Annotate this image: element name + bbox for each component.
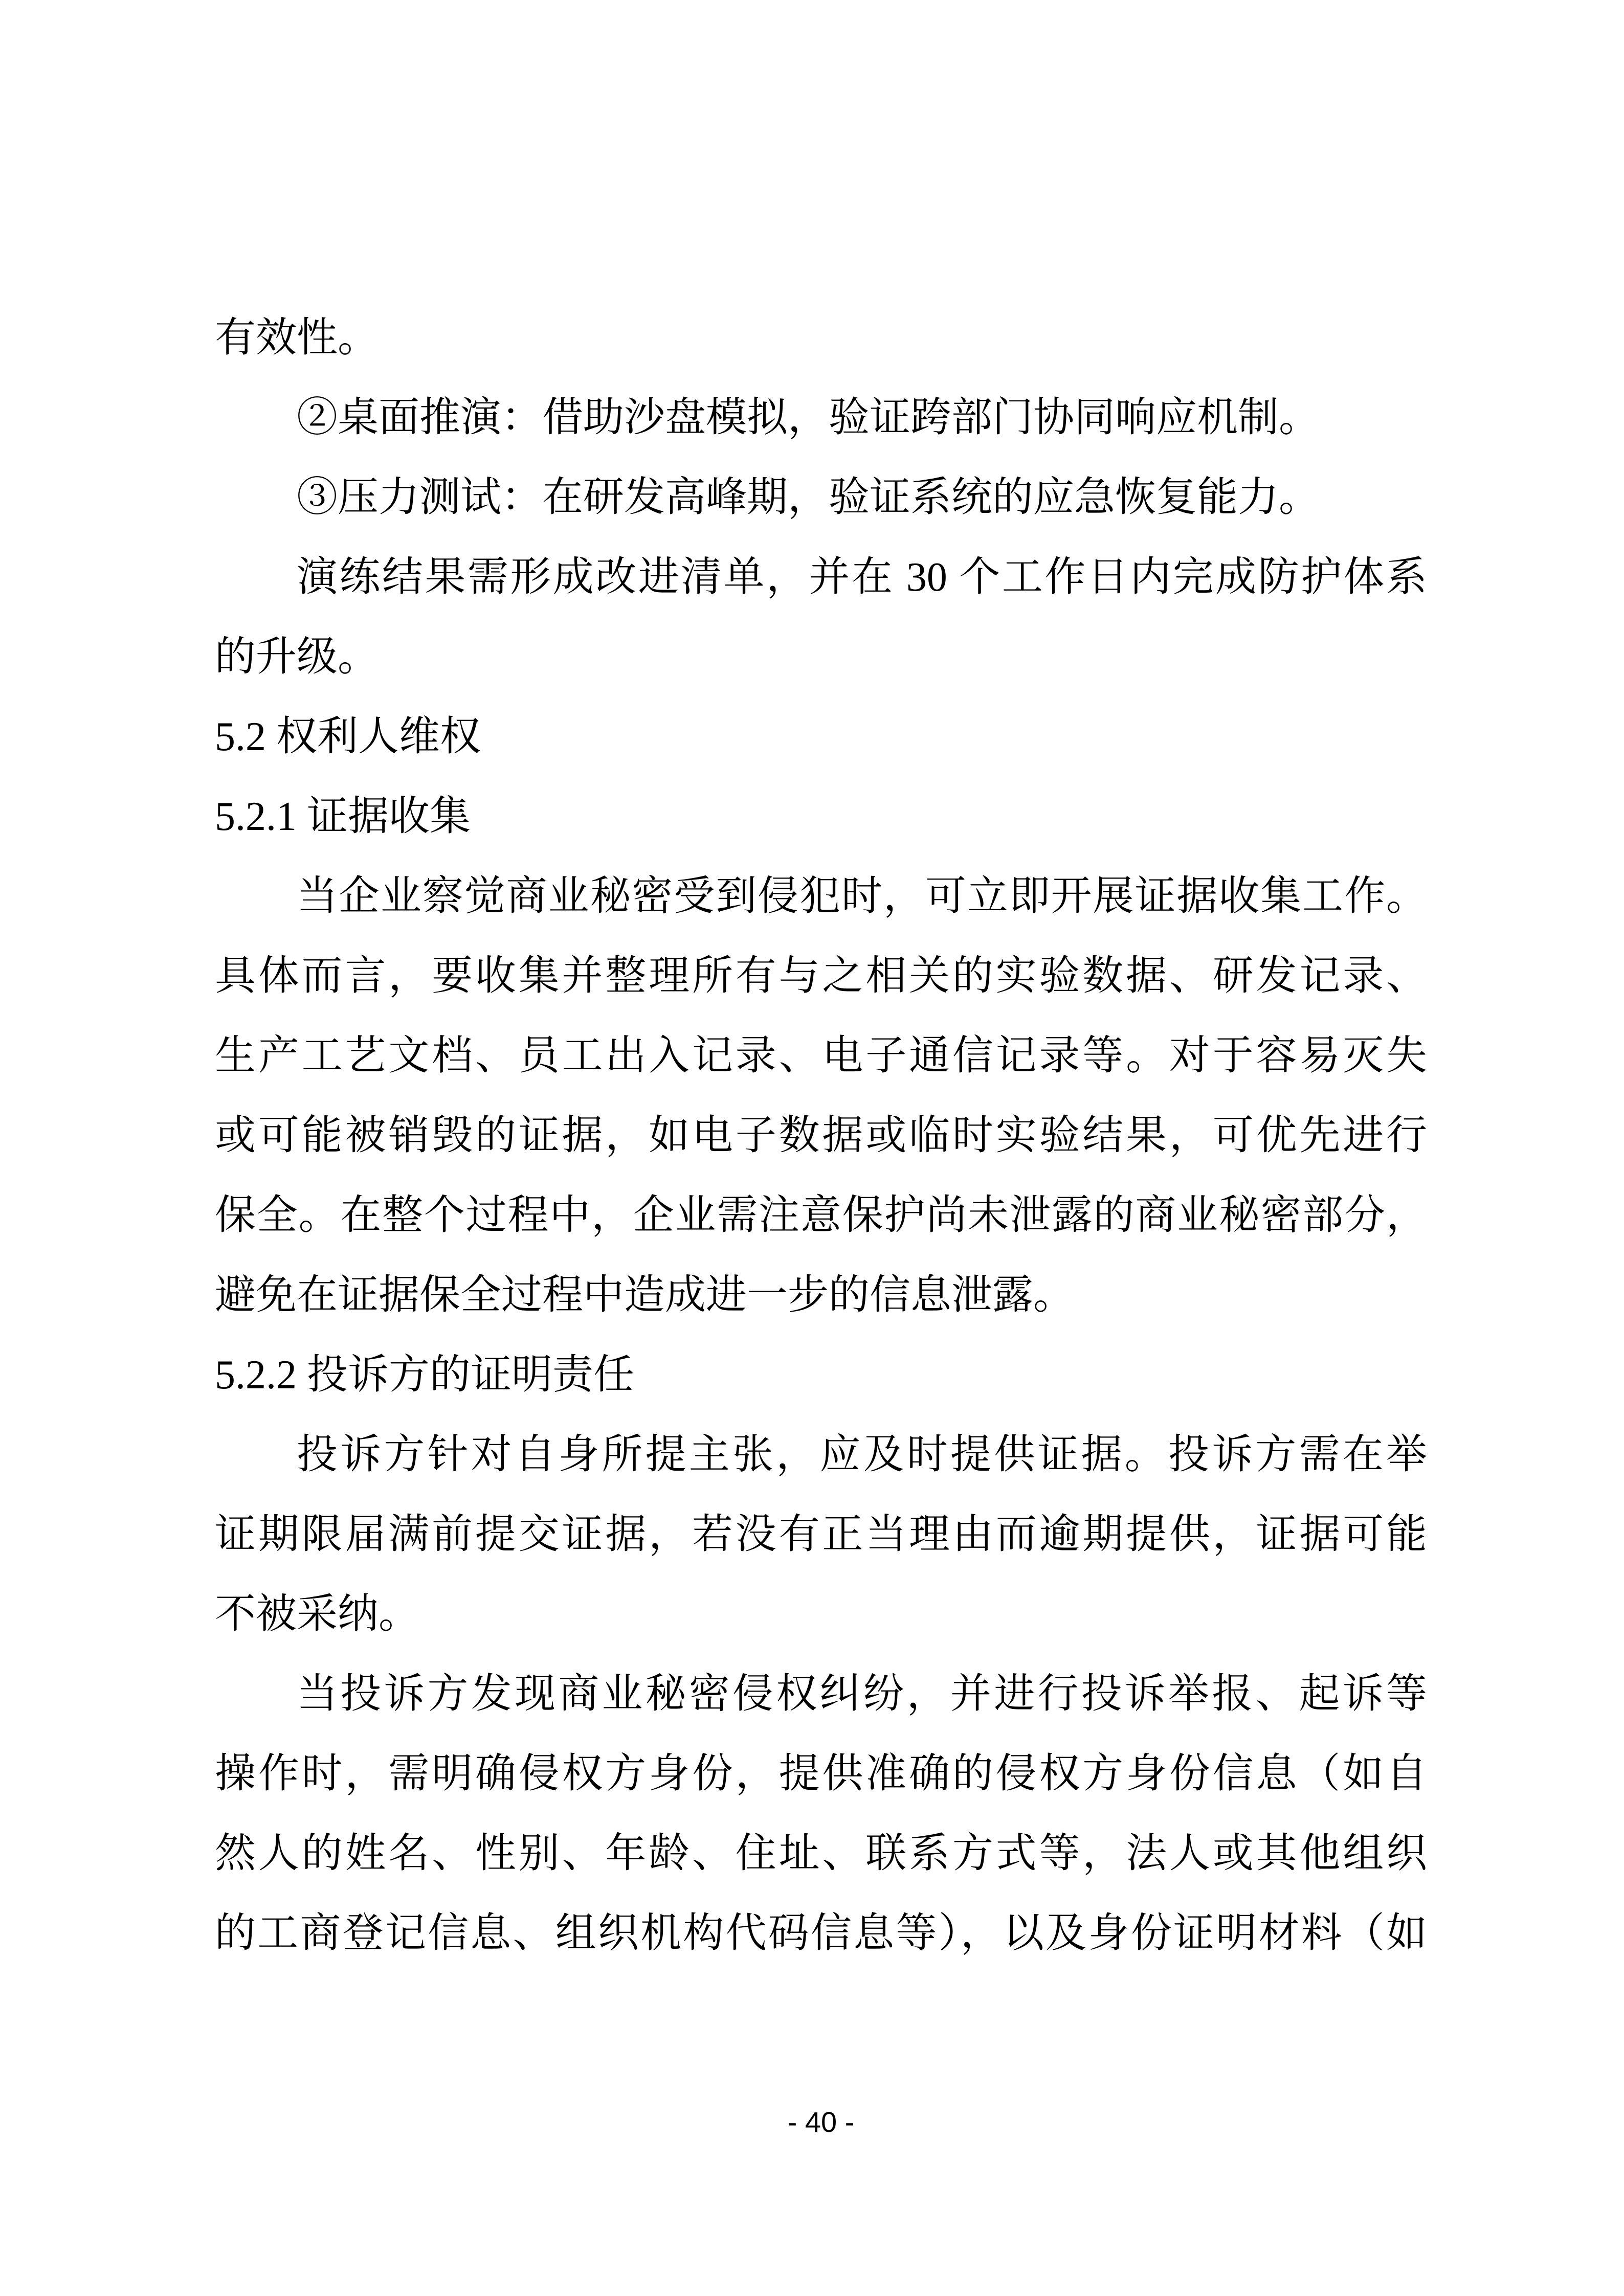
document-body xyxy=(215,298,1427,1973)
text-line: ②桌面推演：借助沙盘模拟，验证跨部门协同响应机制。 xyxy=(297,395,1320,440)
text-line: 保全。在整个过程中，企业需注意保护尚未泄露的商业秘密部分， xyxy=(215,1193,1427,1238)
text-line: ③压力测试：在研发高峰期，验证系统的应急恢复能力。 xyxy=(297,475,1320,520)
text-line: 演练结果需形成改进清单，并在 30 个工作日内完成防护体系 xyxy=(297,555,1427,600)
text-line: 具体而言，要收集并整理所有与之相关的实验数据、研发记录、 xyxy=(215,954,1427,999)
text-line: 当企业察觉商业秘密受到侵犯时，可立即开展证据收集工作。 xyxy=(297,874,1427,919)
section-heading: 5.2 权利人维权 xyxy=(215,714,481,759)
text-line: 不被采纳。 xyxy=(215,1592,419,1637)
text-line: 有效性。 xyxy=(215,316,379,361)
text-line: 的工商登记信息、组织机构代码信息等），以及身份证明材料（如 xyxy=(215,1911,1427,1956)
text-line: 当投诉方发现商业秘密侵权纠纷，并进行投诉举报、起诉等 xyxy=(297,1672,1427,1717)
text-line: 证期限届满前提交证据，若没有正当理由而逾期提供，证据可能 xyxy=(215,1512,1427,1557)
text-line: 投诉方针对自身所提主张，应及时提供证据。投诉方需在举 xyxy=(297,1432,1427,1477)
text-line: 避免在证据保全过程中造成进一步的信息泄露。 xyxy=(215,1273,1074,1318)
text-line: 或可能被销毁的证据，如电子数据或临时实验结果，可优先进行 xyxy=(215,1113,1427,1158)
text-line: 然人的姓名、性别、年龄、住址、联系方式等，法人或其他组织 xyxy=(215,1831,1427,1876)
section-heading: 5.2.2 投诉方的证明责任 xyxy=(215,1353,634,1398)
section-heading: 5.2.1 证据收集 xyxy=(215,794,471,839)
text-line: 的升级。 xyxy=(215,635,379,680)
text-line: 操作时，需明确侵权方身份，提供准确的侵权方身份信息（如自 xyxy=(215,1751,1427,1796)
page-number: - 40 - xyxy=(787,2106,855,2138)
text-line: 生产工艺文档、员工出入记录、电子通信记录等。对于容易灭失 xyxy=(215,1033,1427,1078)
